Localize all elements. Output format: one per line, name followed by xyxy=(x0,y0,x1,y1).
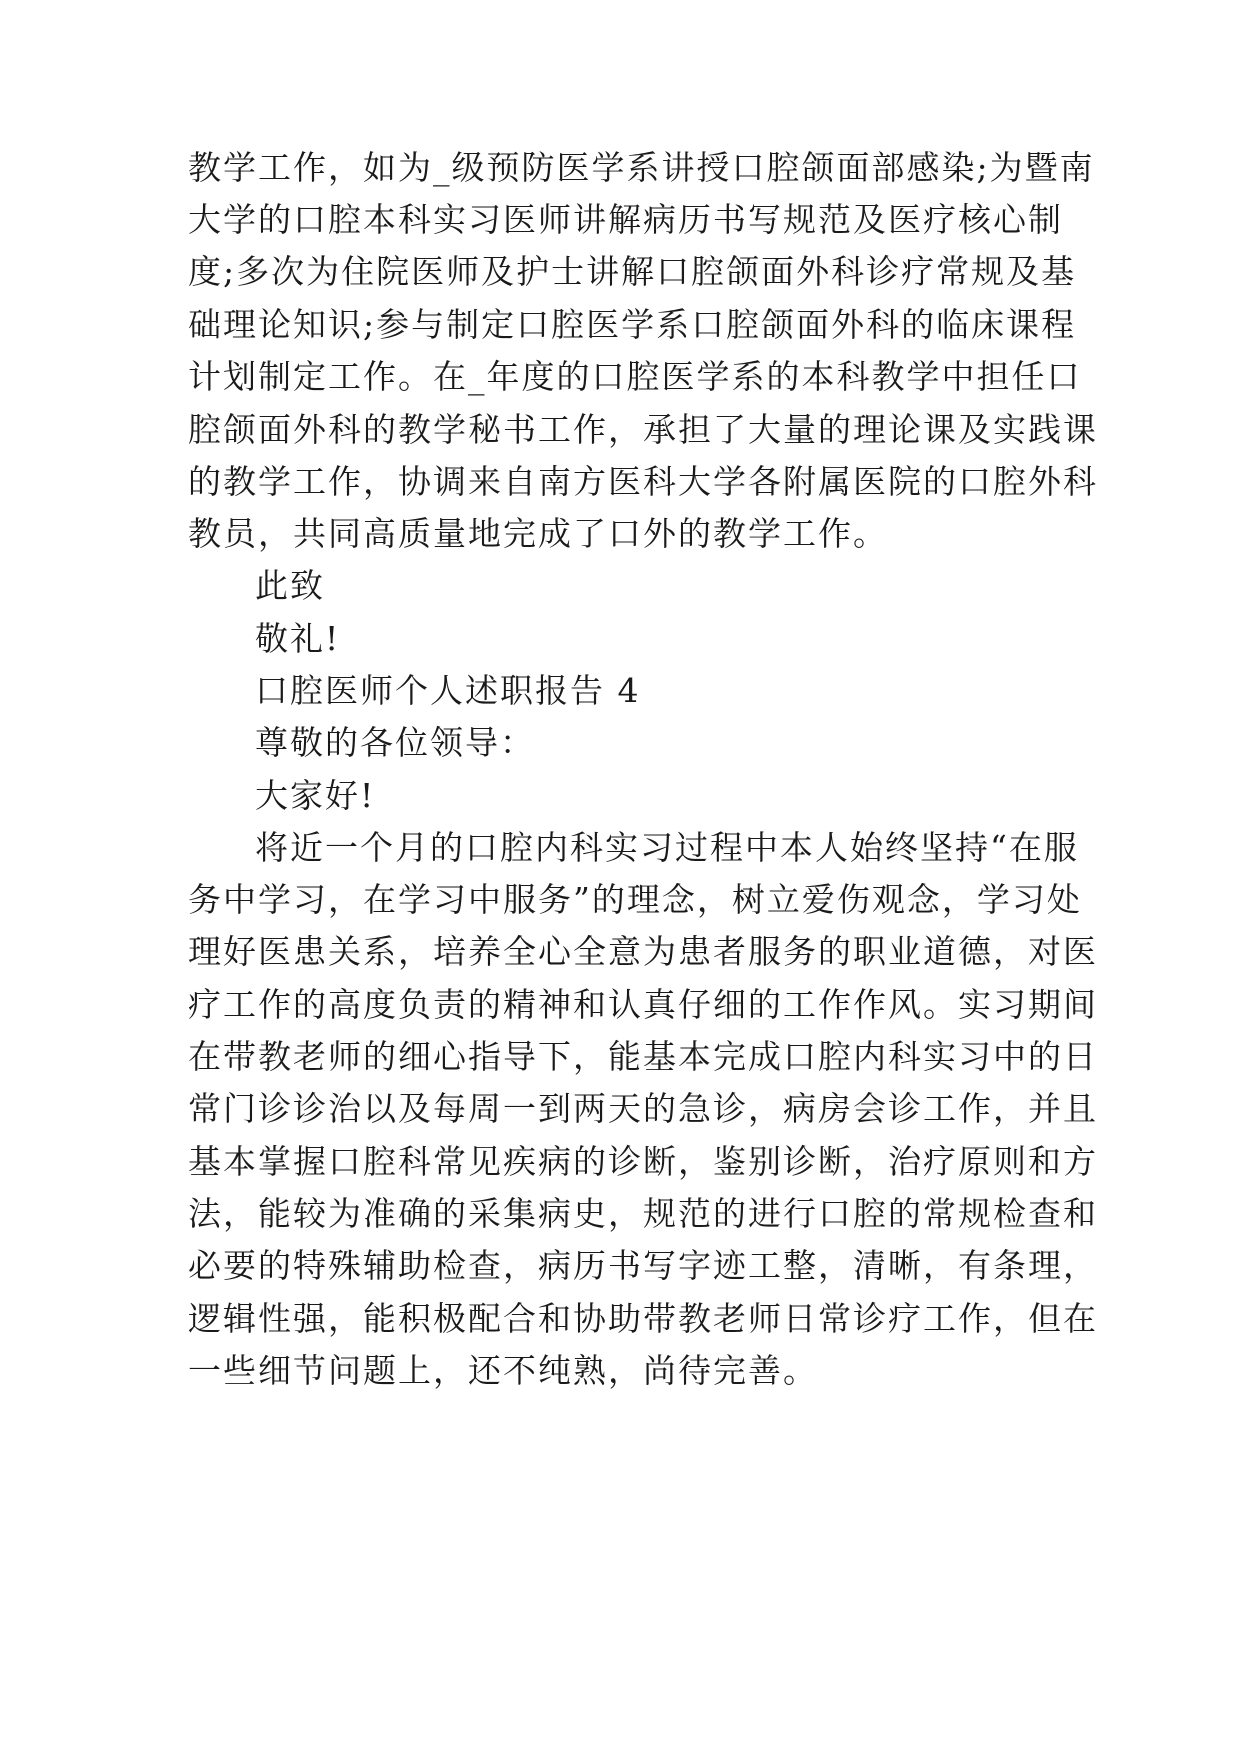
body-line-10: 务中学习，在学习中服务”的理念，树立爱伤观念，学习处 xyxy=(188,880,1082,919)
body-line-1: 教学工作，如为_级预防医学系讲授口腔颌面部感染;为暨南 xyxy=(188,148,1095,187)
body-line-3: 度;多次为住院医师及护士讲解口腔颌面外科诊疗常规及基 xyxy=(188,252,1077,291)
body-line-2: 大学的口腔本科实习医师讲解病历书写规范及医疗核心制 xyxy=(188,200,1063,239)
greeting-recipients: 尊敬的各位领导： xyxy=(255,723,535,762)
section-title: 口腔医师个人述职报告 4 xyxy=(255,671,641,710)
closing-salutation: 此致 xyxy=(255,566,325,605)
body-line-9: 将近一个月的口腔内科实习过程中本人始终坚持“在服 xyxy=(255,828,1079,867)
body-line-15: 基本掌握口腔科常见疾病的诊断，鉴别诊断，治疗原则和方 xyxy=(188,1142,1098,1181)
body-line-13: 在带教老师的细心指导下，能基本完成口腔内科实习中的日 xyxy=(188,1037,1098,1076)
body-line-12: 疗工作的高度负责的精神和认真仔细的工作作风。实习期间 xyxy=(188,985,1098,1024)
body-line-5: 计划制定工作。在_年度的口腔医学系的本科教学中担任口 xyxy=(188,357,1082,396)
body-line-7: 的教学工作，协调来自南方医科大学各附属医院的口腔外科 xyxy=(188,462,1098,501)
body-line-19: 一些细节问题上，还不纯熟，尚待完善。 xyxy=(188,1351,818,1390)
body-line-16: 法，能较为准确的采集病史，规范的进行口腔的常规检查和 xyxy=(188,1194,1098,1233)
body-line-14: 常门诊诊治以及每周一到两天的急诊，病房会诊工作，并且 xyxy=(188,1089,1098,1128)
body-line-18: 逻辑性强，能积极配合和协助带教老师日常诊疗工作，但在 xyxy=(188,1299,1098,1338)
greeting-hello: 大家好! xyxy=(255,776,376,815)
body-line-8: 教员，共同高质量地完成了口外的教学工作。 xyxy=(188,514,888,553)
body-line-17: 必要的特殊辅助检查，病历书写字迹工整，清晰，有条理， xyxy=(188,1246,1098,1285)
body-line-6: 腔颌面外科的教学秘书工作，承担了大量的理论课及实践课 xyxy=(188,410,1098,449)
body-line-11: 理好医患关系，培养全心全意为患者服务的职业道德，对医 xyxy=(188,932,1098,971)
body-line-4: 础理论知识;参与制定口腔医学系口腔颌面外科的临床课程 xyxy=(188,305,1077,344)
closing-regards: 敬礼! xyxy=(255,619,341,658)
